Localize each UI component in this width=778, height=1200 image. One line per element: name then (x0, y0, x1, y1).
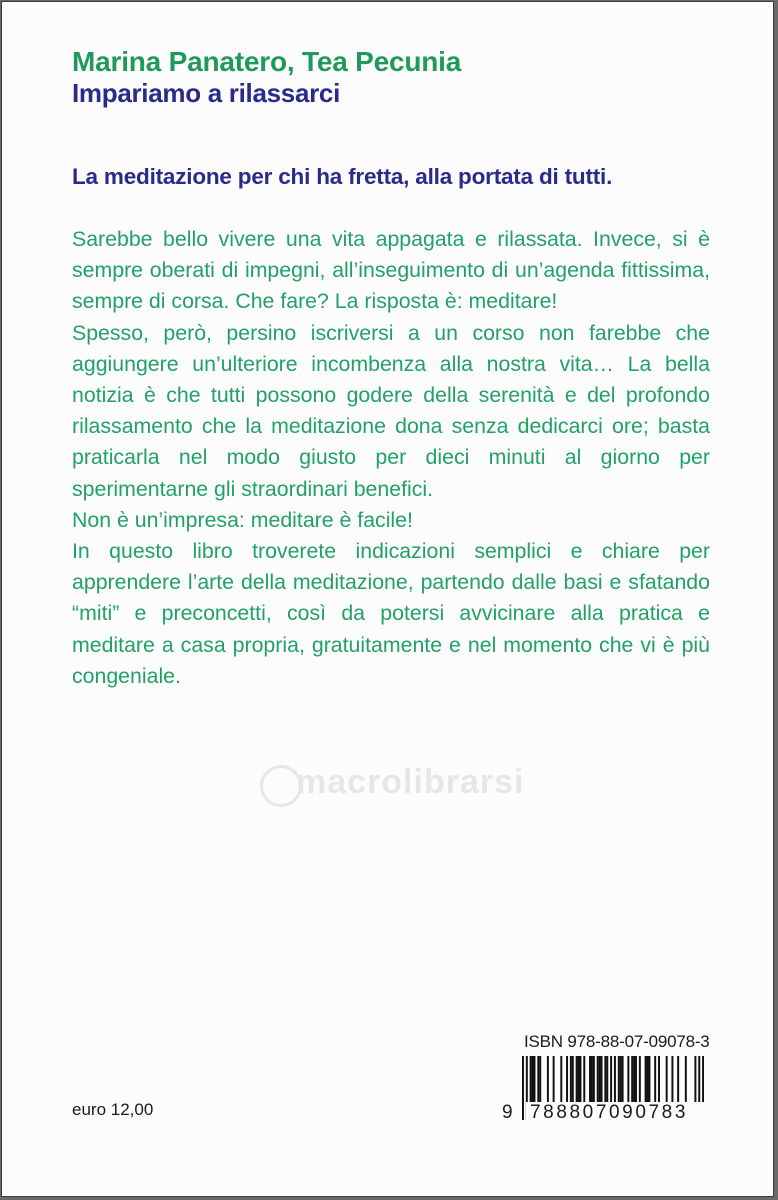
blurb-paragraph: Non è un’impresa: meditare è facile! (72, 507, 413, 532)
barcode-bar (645, 1056, 647, 1108)
barcode-bar (553, 1056, 555, 1108)
barcode-bar (666, 1056, 668, 1108)
barcode-bar (578, 1056, 580, 1108)
blurb-paragraph: Spesso, però, persino iscriversi a un corso non farebbe che aggiungere un’ulteriore incombenza alla nostra vita… La bella notizia è che tutti possono godere della serenità e del profondo rilassamento che la meditazione dona senza dedicarci ore; basta praticarla nel modo giusto per dieci minuti al giorno per sperimentarne gli straordinari benefici. (72, 320, 710, 501)
barcode-bar (572, 1056, 574, 1108)
blurb (72, 224, 710, 692)
barcode-bar (639, 1056, 641, 1108)
barcode-bar (654, 1056, 656, 1108)
blurb-paragraph: Sarebbe bello vivere una vita appagata e rilassata. Invece, si è sempre oberati di impegni, all’inseguimento di un’agenda fittissima, sempre di corsa. Che fare? La risposta è: meditare! (72, 227, 710, 314)
barcode-bar (599, 1056, 601, 1108)
barcode-bar (576, 1056, 578, 1108)
barcode-bar (627, 1056, 629, 1108)
barcode-bar (618, 1056, 620, 1108)
watermark-logo (260, 757, 560, 837)
blurb-paragraph: In questo libro troverete indicazioni semplici e chiare per apprendere l’arte della meditazione, partendo dalle basi e sfatando “miti” e preconcetti, così da potersi avvicinare alla pratica e meditare a casa propria, gratuitamente e nel momento che vi è più congeniale. (72, 539, 710, 688)
ean-first-digit: 9 (502, 1102, 513, 1123)
barcode-bar (532, 1056, 534, 1108)
barcode-bar (533, 1056, 535, 1108)
barcode-bar (647, 1056, 649, 1108)
barcode-bar (635, 1056, 637, 1108)
barcode-bar (671, 1056, 673, 1108)
barcode-bar (597, 1056, 599, 1108)
watermark-text: macrolibrarsi (296, 763, 525, 801)
barcode-bar (560, 1056, 562, 1108)
ean-number (500, 1102, 712, 1124)
barcode-bar (658, 1056, 660, 1108)
barcode-bar (631, 1056, 633, 1108)
tagline: La meditazione per chi ha fretta, alla portata di tutti. (72, 164, 613, 189)
book-title: Impariamo a rilassarci (72, 78, 340, 108)
barcode-bar (539, 1056, 541, 1108)
barcode-bar (694, 1056, 696, 1108)
barcode-bar (537, 1056, 539, 1108)
barcode-bar (685, 1056, 687, 1108)
barcode-bar (530, 1056, 532, 1108)
barcode-bar (620, 1056, 622, 1108)
barcode-bar (547, 1056, 549, 1108)
barcode-bar (566, 1056, 568, 1108)
ean-digits: 788807090783 (526, 1102, 708, 1124)
barcode-bar (589, 1056, 591, 1108)
barcode (500, 1032, 720, 1144)
author-names: Marina Panatero, Tea Pecunia (72, 46, 462, 77)
barcode-bar (604, 1056, 606, 1108)
barcode-bar (583, 1056, 585, 1108)
barcode-bar (591, 1056, 593, 1108)
isbn-label: ISBN 978-88-07-09078-3 (524, 1032, 710, 1051)
barcode-bar (601, 1056, 603, 1108)
barcode-bar (633, 1056, 635, 1108)
barcode-bar (677, 1056, 679, 1108)
back-cover (2, 2, 773, 1196)
barcode-bar (622, 1056, 624, 1108)
barcode-bar (648, 1056, 650, 1108)
barcode-bar (570, 1056, 572, 1108)
barcode-bar (606, 1056, 608, 1108)
barcode-bar (579, 1056, 581, 1108)
barcode-bar (593, 1056, 595, 1108)
price: euro 12,00 (72, 1100, 154, 1119)
